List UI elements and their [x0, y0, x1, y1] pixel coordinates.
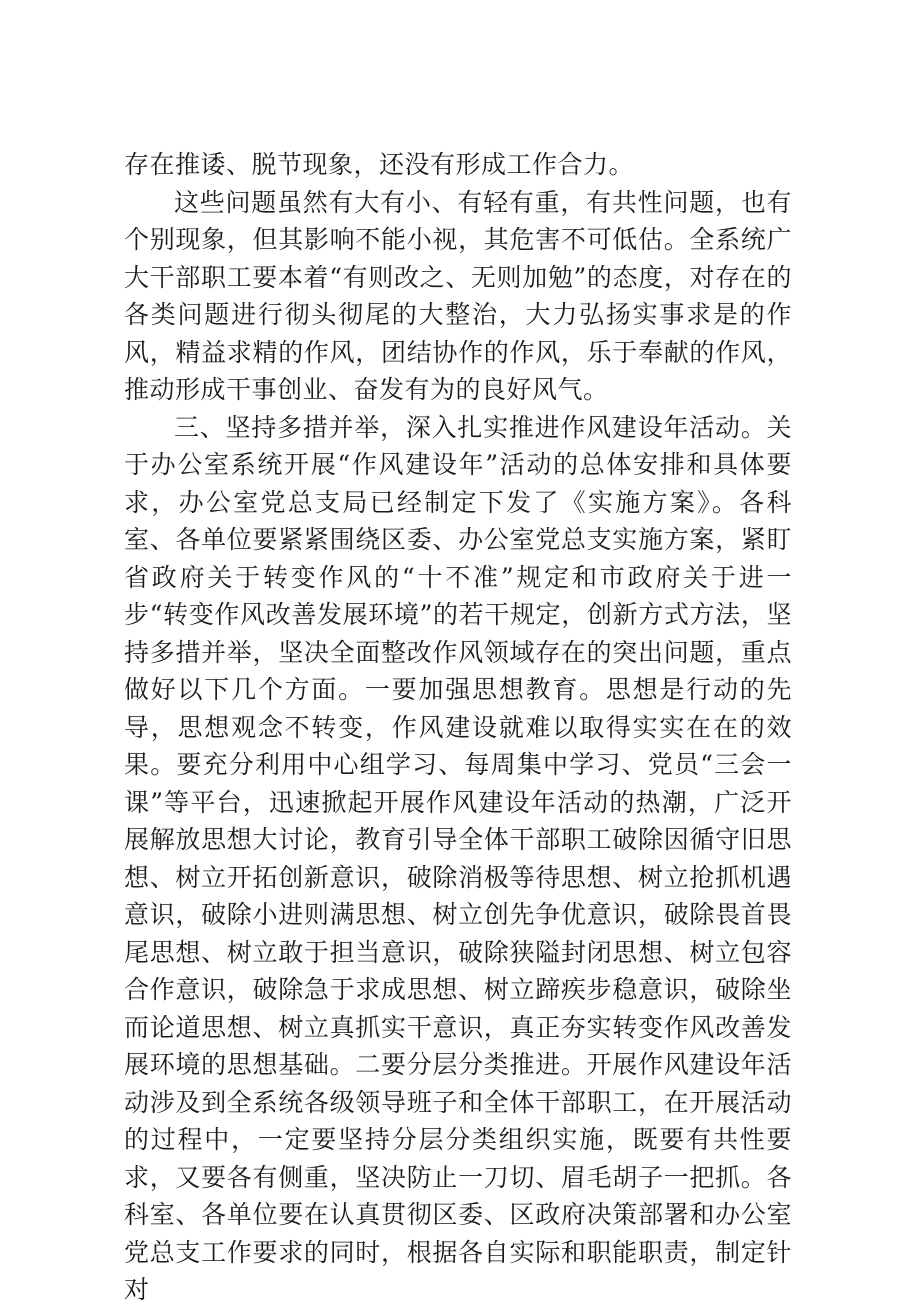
paragraph-section-three: 三、坚持多措并举，深入扎实推进作风建设年活动。关于办公室系统开展“作风建设年”活动的总体安排和具体要求，办公室党总支局已经制定下发了《实施方案》。各科室、各单位要紧紧围绕区委、办公室党总支实施方案，紧盯省政府关于转变作风的“十不准”规定和市政府关于进一步“转变作风改善发展环境”的若干规定，创新方式方法，坚持多措并举，坚决全面整改作风领域存在的突出问题，重点做好以下几个方面。一要加强思想教育。思想是行动的先导，思想观念不转变，作风建设就难以取得实实在在的效果。要充分利用中心组学习、每周集中学习、党员“三会一课”等平台，迅速掀起开展作风建设年活动的热潮，广泛开展解放思想大讨论，教育引导全体干部职工破除因循守旧思想、树立开拓创新意识，破除消极等待思想、树立抢抓机遇意识，破除小进则满思想、树立创先争优意识，破除畏首畏尾思想、树立敢于担当意识，破除狭隘封闭思想、树立包容合作意识，破除急于求成思想、树立蹄疾步稳意识，破除坐而论道思想、树立真抓实干意识，真正夯实转变作风改善发展环境的思想基础。二要分层分类推进。开展作风建设年活动涉及到全系统各级领导班子和全体干部职工，在开展活动的过程中，一定要坚持分层分类组织实施，既要有共性要求，又要各有侧重，坚决防止一刀切、眉毛胡子一把抓。各科室、各单位要在认真贯彻区委、区政府决策部署和办公室党总支工作要求的同时，根据各自实际和职能职责，制定针对	[124, 412, 792, 1304]
document-body	[124, 146, 792, 1309]
paragraph-continuation: 存在推诿、脱节现象，还没有形成工作合力。	[124, 150, 635, 179]
paragraph-problems-summary: 这些问题虽然有大有小、有轻有重，有共性问题，也有个别现象，但其影响不能小视，其危害不可低估。全系统广大干部职工要本着“有则改之、无则加勉”的态度，对存在的各类问题进行彻头彻尾的大整治，大力弘扬实事求是的作风，精益求精的作风，团结协作的作风，乐于奉献的作风，推动形成干事创业、奋发有为的良好风气。	[124, 187, 792, 404]
